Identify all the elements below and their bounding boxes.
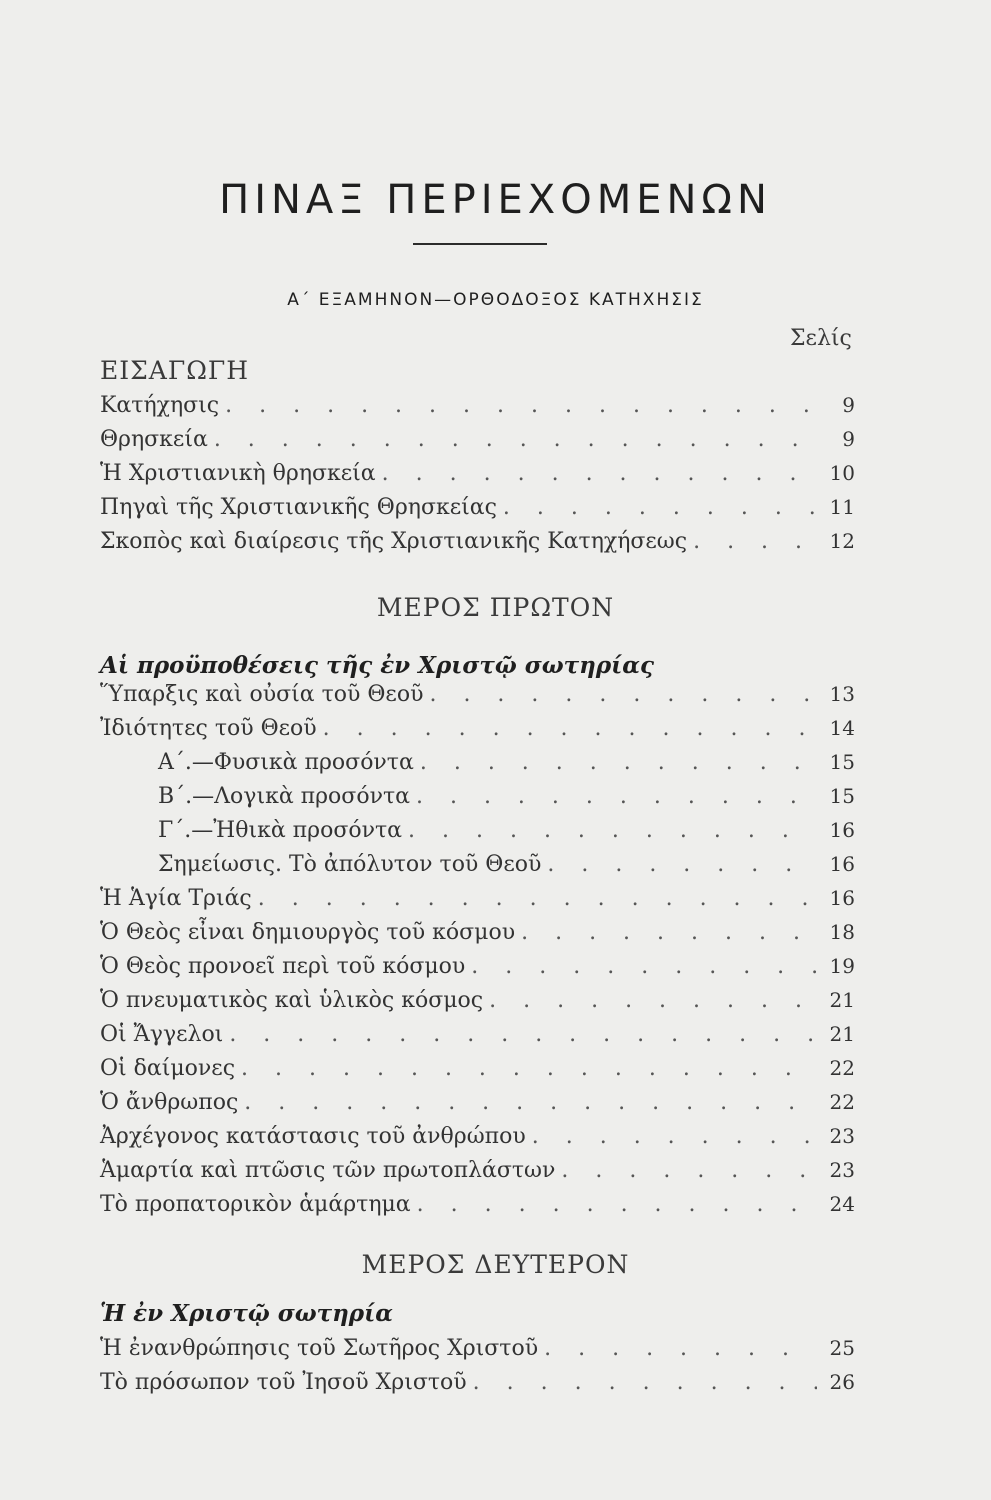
entry-title: Ὁ ἄνθρωπος	[100, 1090, 239, 1115]
entry-page-number: 9	[842, 393, 855, 417]
subtitle: Α΄ ΕΞΑΜΗΝΟΝ—ΟΡΘΟΔΟΞΟΣ ΚΑΤΗΧΗΣΙΣ	[287, 290, 704, 310]
toc-entry[interactable]	[100, 529, 855, 563]
toc-entry[interactable]	[100, 682, 855, 716]
entry-page-number: 15	[829, 784, 855, 808]
dot-leader	[420, 750, 817, 775]
dot-leader	[323, 716, 817, 741]
dot-leader	[214, 427, 817, 452]
entry-page-number: 21	[829, 988, 855, 1012]
entry-title: Ἡ Ἁγία Τριάς	[100, 886, 252, 911]
pages-column-header: Σελίς	[790, 326, 852, 351]
entry-page-number: 26	[829, 1370, 855, 1394]
entry-title: Πηγαὶ τῆς Χριστιανικῆς Θρησκείας	[100, 495, 497, 520]
entry-title: Οἱ δαίμονες	[100, 1056, 236, 1081]
entry-title: Ὁ Θεὸς προνοεῖ περὶ τοῦ κόσμου	[100, 954, 466, 979]
part-two-entry-list	[100, 1336, 855, 1404]
entry-page-number: 16	[829, 818, 855, 842]
title-divider	[413, 243, 547, 245]
dot-leader	[408, 818, 817, 843]
entry-title: Ὁ πνευματικὸς καὶ ὑλικὸς κόσμος	[100, 988, 484, 1013]
entry-title: Ἁμαρτία καὶ πτῶσις τῶν πρωτοπλάστων	[100, 1158, 556, 1183]
entry-title: Ἡ Χριστιανικὴ θρησκεία	[100, 461, 376, 486]
toc-entry[interactable]	[100, 1056, 855, 1090]
entry-title: Τὸ προπατορικὸν ἁμάρτημα	[100, 1192, 411, 1217]
toc-subentry[interactable]	[100, 818, 855, 852]
entry-page-number: 19	[829, 954, 855, 978]
dot-leader	[471, 954, 817, 979]
entry-page-number: 24	[829, 1192, 855, 1216]
dot-leader	[693, 529, 817, 554]
entry-page-number: 15	[829, 750, 855, 774]
dot-leader	[417, 1192, 817, 1217]
entry-page-number: 23	[829, 1158, 855, 1182]
introduction-heading: ΕΙΣΑΓΩΓΗ	[100, 356, 250, 385]
toc-entry[interactable]	[100, 1022, 855, 1056]
toc-subentry[interactable]	[100, 750, 855, 784]
toc-entry[interactable]	[100, 1370, 855, 1404]
dot-leader	[229, 1022, 817, 1047]
dot-leader	[503, 495, 817, 520]
entry-page-number: 21	[829, 1022, 855, 1046]
entry-title: Τὸ πρόσωπον τοῦ Ἰησοῦ Χριστοῦ	[100, 1370, 467, 1395]
toc-subentry[interactable]	[100, 784, 855, 818]
dot-leader	[244, 1090, 817, 1115]
toc-entry[interactable]	[100, 393, 855, 427]
toc-entry[interactable]	[100, 1192, 855, 1226]
entry-page-number: 22	[829, 1090, 855, 1114]
entry-page-number: 22	[829, 1056, 855, 1080]
entry-page-number: 12	[829, 529, 855, 553]
entry-title: Β΄.—Λογικὰ προσόντα	[158, 784, 410, 809]
dot-leader	[416, 784, 817, 809]
dot-leader	[521, 920, 817, 945]
introduction-entry-list	[100, 393, 855, 563]
toc-entry[interactable]	[100, 461, 855, 495]
entry-page-number: 13	[829, 682, 855, 706]
page-title: ΠΙΝΑΞ ΠΕΡΙΕΧΟΜΕΝΩΝ	[219, 176, 772, 223]
toc-entry[interactable]	[100, 1124, 855, 1158]
dot-leader	[473, 1370, 817, 1395]
toc-entry[interactable]	[100, 886, 855, 920]
toc-subentry[interactable]	[100, 852, 855, 886]
dot-leader	[489, 988, 817, 1013]
entry-page-number: 14	[829, 716, 855, 740]
toc-entry[interactable]	[100, 1336, 855, 1370]
entry-page-number: 16	[829, 886, 855, 910]
entry-title: Ἡ ἐνανθρώπησις τοῦ Σωτῆρος Χριστοῦ	[100, 1336, 539, 1361]
dot-leader	[547, 852, 817, 877]
toc-entry[interactable]	[100, 427, 855, 461]
part-one-subheading: Αἱ προϋποθέσεις τῆς ἐν Χριστῷ σωτηρίας	[100, 652, 654, 679]
entry-title: Οἱ Ἄγγελοι	[100, 1022, 224, 1047]
entry-title: Ὁ Θεὸς εἶναι δημιουργὸς τοῦ κόσμου	[100, 920, 516, 945]
entry-title: Κατήχησις	[100, 393, 220, 418]
toc-entry[interactable]	[100, 920, 855, 954]
dot-leader	[382, 461, 817, 486]
toc-entry[interactable]	[100, 988, 855, 1022]
dot-leader	[258, 886, 817, 911]
entry-page-number: 16	[829, 852, 855, 876]
entry-title: Α΄.—Φυσικὰ προσόντα	[158, 750, 414, 775]
toc-entry[interactable]	[100, 716, 855, 750]
entry-title: Σημείωσις. Τὸ ἀπόλυτον τοῦ Θεοῦ	[158, 852, 542, 877]
entry-title: Γ΄.—Ἠθικὰ προσόντα	[158, 818, 402, 843]
part-two-subheading: Ἡ ἐν Χριστῷ σωτηρία	[100, 1300, 393, 1327]
dot-leader	[241, 1056, 817, 1081]
entry-page-number: 11	[829, 495, 855, 519]
entry-page-number: 9	[842, 427, 855, 451]
dot-leader	[532, 1124, 817, 1149]
entry-title: Σκοπὸς καὶ διαίρεσις τῆς Χριστιανικῆς Κατηχήσεως	[100, 529, 688, 554]
entry-page-number: 25	[829, 1336, 855, 1360]
toc-entry[interactable]	[100, 1090, 855, 1124]
entry-title: Ἀρχέγονος κατάστασις τοῦ ἀνθρώπου	[100, 1124, 526, 1149]
toc-entry[interactable]	[100, 954, 855, 988]
part-one-heading: ΜΕΡΟΣ ΠΡΩΤΟΝ	[376, 593, 615, 622]
dot-leader	[429, 682, 817, 707]
toc-entry[interactable]	[100, 495, 855, 529]
toc-entry[interactable]	[100, 1158, 855, 1192]
part-one-entry-list	[100, 682, 855, 1226]
entry-page-number: 18	[829, 920, 855, 944]
entry-page-number: 10	[829, 461, 855, 485]
dot-leader	[225, 393, 817, 418]
part-two-heading: ΜΕΡΟΣ ΔΕΥΤΕΡΟΝ	[361, 1250, 630, 1279]
dot-leader	[561, 1158, 817, 1183]
entry-title: Ἰδιότητες τοῦ Θεοῦ	[100, 716, 317, 741]
dot-leader	[544, 1336, 817, 1361]
entry-page-number: 23	[829, 1124, 855, 1148]
entry-title: Θρησκεία	[100, 427, 208, 452]
entry-title: Ὕπαρξις καὶ οὐσία τοῦ Θεοῦ	[100, 682, 424, 707]
